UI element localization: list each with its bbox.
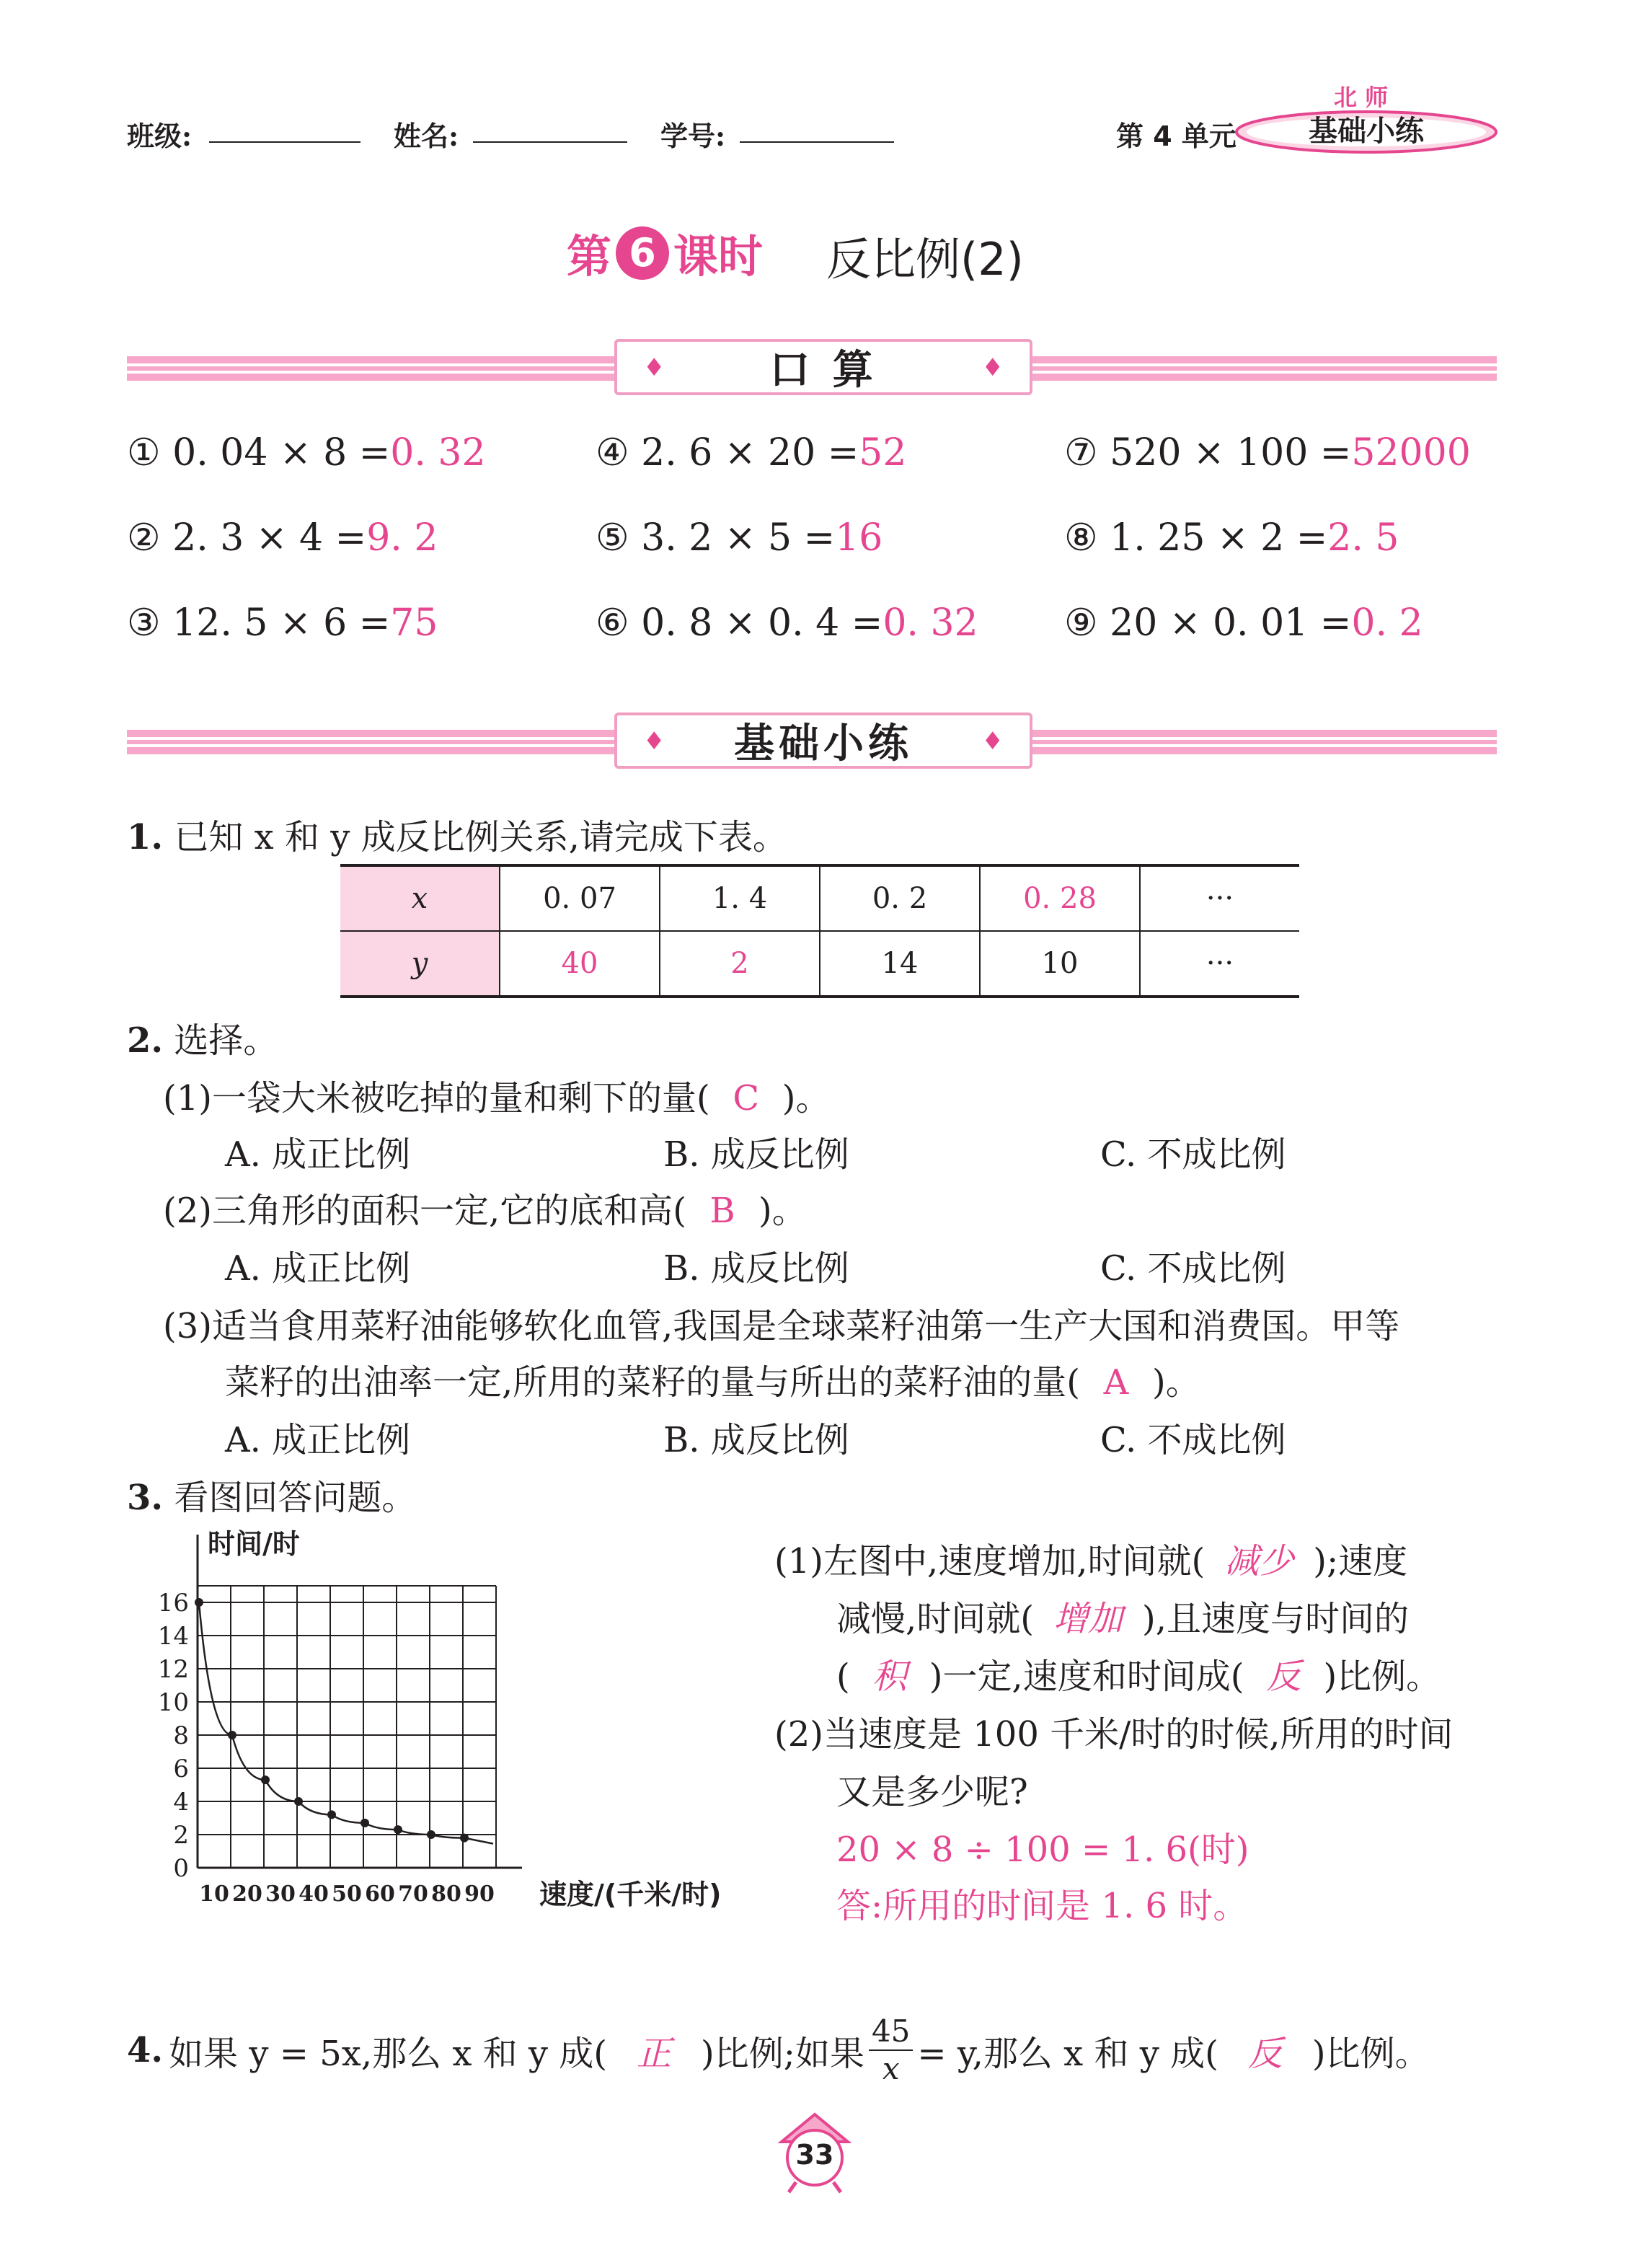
option-a: A. 成正比例: [225, 1248, 411, 1289]
xy-table: [340, 864, 1299, 998]
chart-ylabel: 时间/时: [208, 1528, 300, 1560]
question-number: 1.: [127, 817, 164, 857]
y-tick-label: 12: [157, 1655, 189, 1684]
name-blank[interactable]: [473, 141, 627, 143]
oral-calc-answer[interactable]: 0. 32: [882, 601, 978, 645]
oral-calc-expression: ⑧ 1. 25 × 2 =: [1064, 516, 1328, 560]
q4-text: )比例;如果: [701, 2033, 864, 2074]
series-name: 基础小练: [1309, 115, 1424, 148]
q3-answer-decrease[interactable]: 减少: [1224, 1541, 1294, 1581]
q3-sub2-line2: 又是多少呢?: [836, 1772, 1028, 1812]
y-tick-label: 10: [157, 1688, 189, 1717]
q4-text: = y,那么 x 和 y 成(: [917, 2033, 1218, 2074]
q3-sub2-line1: (2)当速度是 100 千米/时的时候,所用的时间: [774, 1714, 1454, 1755]
lesson-suffix: 课时: [673, 230, 764, 283]
oral-calc-item: [596, 431, 906, 475]
option-b: B. 成反比例: [663, 1134, 849, 1175]
q2-item-3-line2: [225, 1354, 1200, 1404]
q3-sub1-line1: [774, 1533, 1407, 1583]
x-tick-label: 40: [298, 1881, 329, 1907]
chart-points: [195, 1598, 469, 1843]
table-cell: 10: [980, 931, 1140, 997]
oral-calc-expression: ⑦ 520 × 100 =: [1064, 431, 1352, 475]
x-tick-label: 80: [431, 1881, 461, 1907]
oral-calc-answer[interactable]: 16: [835, 516, 883, 560]
series-line: [199, 1602, 493, 1844]
data-point: [228, 1731, 236, 1739]
diamond-icon: ♦: [643, 727, 665, 756]
question-2-title: 选择。: [174, 1020, 278, 1061]
section-title-oral: 口 算: [769, 347, 877, 394]
q2-item-text: )。: [782, 1078, 831, 1118]
question-1: [127, 809, 787, 859]
data-point: [327, 1810, 336, 1819]
chart-xlabel: 速度/(千米/时): [539, 1879, 722, 1910]
chart-grid: [198, 1586, 496, 1868]
lesson-number: 6: [616, 226, 669, 280]
data-point: [294, 1797, 303, 1806]
y-tick-label: 14: [157, 1622, 189, 1651]
speed-time-chart: [123, 1522, 757, 1933]
q2-item-text: (2)三角形的面积一定,它的底和高(: [163, 1191, 686, 1231]
data-point: [195, 1598, 203, 1607]
option-a: A. 成正比例: [225, 1134, 411, 1175]
oral-calc-item: [1064, 516, 1399, 560]
oral-calc-item: [127, 516, 438, 560]
q2-answer[interactable]: C: [733, 1078, 760, 1118]
oral-calc-expression: ④ 2. 6 × 20 =: [596, 431, 859, 475]
diamond-icon: ♦: [981, 353, 1004, 382]
x-tick-label: 20: [232, 1881, 262, 1907]
y-tick-label: 2: [173, 1821, 189, 1850]
table-cell: y: [340, 931, 500, 997]
table-answer-cell[interactable]: 40: [500, 931, 660, 997]
student-number-label: 学号:: [660, 120, 726, 152]
option-c: C. 不成比例: [1100, 1248, 1286, 1289]
class-label: 班级:: [127, 120, 193, 152]
oral-calc-expression: ⑥ 0. 8 × 0. 4 =: [596, 601, 883, 645]
q4-answer-inverse[interactable]: 反: [1247, 2033, 1283, 2074]
option-c: C. 不成比例: [1100, 1420, 1286, 1460]
x-tick-label: 90: [464, 1881, 495, 1907]
y-tick-label: 0: [173, 1854, 189, 1883]
lesson-title: 反比例(2): [826, 233, 1024, 286]
q3-text: ),且速度与时间的: [1142, 1599, 1409, 1639]
oral-calc-answer[interactable]: 0. 2: [1351, 601, 1423, 645]
oral-calc-item: [127, 431, 486, 475]
option-c: C. 不成比例: [1100, 1134, 1286, 1175]
oral-calc-item: [596, 601, 978, 645]
question-number: 3.: [127, 1478, 164, 1518]
student-number-blank[interactable]: [740, 141, 894, 143]
q3-answer-sentence[interactable]: 答:所用的时间是 1. 6 时。: [836, 1886, 1248, 1926]
table-answer-cell[interactable]: 0. 28: [980, 865, 1140, 931]
x-tick-label: 70: [398, 1881, 428, 1907]
question-3: [127, 1470, 416, 1519]
q4-text: )比例。: [1311, 2033, 1430, 2074]
q2-item-2: [163, 1183, 807, 1232]
question-number: 4.: [127, 2030, 164, 2070]
q2-item-text: )。: [758, 1191, 807, 1231]
option-a: A. 成正比例: [225, 1420, 411, 1460]
x-tick-label: 50: [332, 1881, 362, 1907]
table-row-y: [340, 931, 1299, 997]
table-answer-cell[interactable]: 2: [660, 931, 820, 997]
oral-calc-expression: ③ 12. 5 × 6 =: [127, 601, 391, 645]
oral-calc-answer[interactable]: 75: [390, 601, 438, 645]
q4-answer-direct[interactable]: 正: [637, 2033, 672, 2074]
data-point: [394, 1825, 402, 1834]
y-tick-label: 16: [157, 1589, 189, 1618]
q3-answer-product[interactable]: 积: [872, 1656, 907, 1697]
q2-item-text: )。: [1152, 1362, 1200, 1403]
y-tick-label: 8: [173, 1721, 189, 1750]
oral-calc-expression: ② 2. 3 × 4 =: [127, 516, 367, 560]
x-tick-label: 60: [365, 1881, 395, 1907]
oral-calc-answer[interactable]: 52: [859, 431, 907, 475]
y-tick-label: 4: [173, 1788, 189, 1817]
oral-calc-answer[interactable]: 0. 32: [390, 431, 486, 475]
oral-calc-answer[interactable]: 52000: [1351, 431, 1471, 475]
data-point: [460, 1834, 469, 1843]
oral-calc-item: [1064, 601, 1423, 645]
table-row-x: [340, 865, 1299, 931]
q3-sub1-line2: [836, 1591, 1409, 1641]
lesson-prefix: 第: [567, 230, 612, 283]
diamond-icon: ♦: [981, 727, 1004, 756]
series-top-text: 北 师: [1334, 84, 1389, 111]
oral-calc-item: [127, 601, 438, 645]
section-banner-oral: [614, 339, 1032, 395]
fraction-denominator: x: [882, 2051, 900, 2086]
y-tick-label: 6: [173, 1755, 189, 1783]
option-b: B. 成反比例: [663, 1248, 849, 1289]
q4-text: 如果 y = 5x,那么 x 和 y 成(: [169, 2033, 608, 2074]
question-4: [127, 2013, 1430, 2086]
table-cell: x: [340, 865, 500, 931]
data-point: [360, 1819, 369, 1827]
q3-text: )比例。: [1323, 1656, 1441, 1697]
q3-text: 减慢,时间就(: [836, 1599, 1034, 1639]
page-number: 33: [795, 2139, 834, 2171]
q3-calculation[interactable]: 20 × 8 ÷ 100 = 1. 6(时): [836, 1830, 1249, 1870]
q3-answer-inverse[interactable]: 反: [1266, 1656, 1301, 1697]
oral-calc-expression: ⑨ 20 × 0. 01 =: [1064, 601, 1352, 645]
table-cell: 14: [820, 931, 980, 997]
question-2: [127, 1012, 278, 1062]
fraction: [869, 2013, 913, 2086]
x-tick-label: 30: [265, 1881, 296, 1907]
q3-sub1-line3: [836, 1649, 1441, 1698]
fraction-numerator: 45: [869, 2016, 913, 2051]
section-title-basic: 基础小练: [734, 720, 913, 767]
oral-calc-answer[interactable]: 2. 5: [1327, 516, 1399, 560]
q3-text: )一定,速度和时间成(: [929, 1656, 1244, 1697]
section-banner-basic: [614, 712, 1032, 769]
data-point: [261, 1775, 270, 1784]
table-cell: 1. 4: [660, 865, 820, 931]
unit-label: 第 4 单元: [1116, 120, 1237, 152]
data-point: [427, 1830, 435, 1839]
table-cell: ···: [1140, 931, 1299, 997]
table-cell: 0. 2: [820, 865, 980, 931]
oral-calc-answer[interactable]: 9. 2: [366, 516, 438, 560]
lesson-heading: [567, 221, 763, 285]
oral-calc-item: [596, 516, 882, 560]
table-cell: 0. 07: [500, 865, 660, 931]
option-b: B. 成反比例: [663, 1420, 849, 1460]
q3-text: );速度: [1313, 1541, 1408, 1581]
chart-tick-labels: [158, 1589, 495, 1907]
q3-text: (1)左图中,速度增加,时间就(: [774, 1541, 1205, 1581]
oral-calc-expression: ① 0. 04 × 8 =: [127, 431, 391, 475]
q2-answer[interactable]: B: [709, 1191, 735, 1231]
diamond-icon: ♦: [643, 353, 665, 382]
oral-calc-item: [1064, 431, 1471, 475]
x-tick-label: 10: [199, 1881, 229, 1907]
q2-item-3-line1: (3)适当食用菜籽油能够软化血管,我国是全球菜籽油第一生产大国和消费国。甲等: [163, 1306, 1400, 1346]
question-3-title: 看图回答问题。: [174, 1478, 417, 1518]
q2-item-1: [163, 1070, 830, 1120]
name-label: 姓名:: [394, 120, 459, 152]
q2-answer[interactable]: A: [1103, 1362, 1129, 1403]
question-number: 2.: [127, 1020, 164, 1061]
oral-calc-expression: ⑤ 3. 2 × 5 =: [596, 516, 836, 560]
q2-item-text: 菜籽的出油率一定,所用的菜籽的量与所出的菜籽油的量(: [225, 1362, 1080, 1403]
q3-answer-increase[interactable]: 增加: [1053, 1599, 1123, 1639]
class-blank[interactable]: [209, 141, 360, 143]
q3-text: (: [836, 1656, 850, 1697]
q2-item-text: (1)一袋大米被吃掉的量和剩下的量(: [163, 1078, 710, 1118]
table-cell: ···: [1140, 865, 1299, 931]
question-1-text: 已知 x 和 y 成反比例关系,请完成下表。: [174, 817, 787, 857]
